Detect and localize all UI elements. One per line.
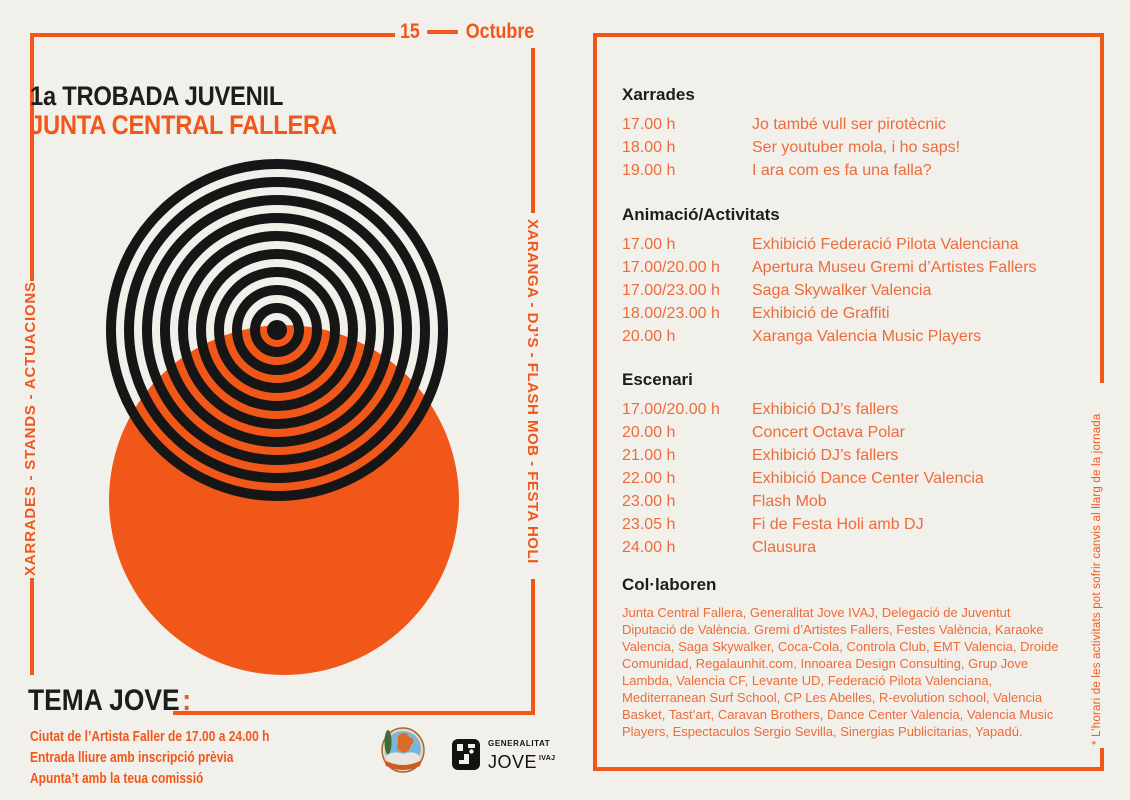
schedule-row	[622, 256, 1037, 279]
schedule-desc: Saga Skywalker Valencia	[752, 282, 932, 299]
jove-text: JOVE $^{IVAJ}$	[488, 752, 556, 772]
schedule-time: 20.00 h	[622, 424, 676, 441]
schedule-row	[622, 325, 1037, 348]
schedule-desc: Exhibició DJ’s fallers	[752, 447, 899, 464]
frame-line-left-upper	[30, 33, 34, 281]
schedule-row	[622, 444, 984, 467]
schedule-time: 23.00 h	[622, 493, 676, 510]
schedule-time: 17.00/23.00 h	[622, 282, 720, 299]
frame-line-right-lower	[531, 579, 535, 715]
schedule-desc: Exhibició DJ’s fallers	[752, 401, 899, 418]
schedule-frame-top	[593, 33, 1104, 37]
schedule-desc: Concert Octava Polar	[752, 424, 905, 441]
schedule-time: 22.00 h	[622, 470, 676, 487]
generalitat-text: GENERALITAT	[488, 739, 551, 748]
schedule-row	[622, 233, 1037, 256]
collaborators-text: Junta Central Fallera, Generalitat Jove IVAJ, Delegació de Juventut Diputació de València. Gremi d’Artistes Fallers, Festes València, Karaoke Valencia, Saga Skywalker, Coca-Cola, Controla Club, EMT Valencia, Droide Comunidad, Regalaunhit.com, Innoarea Design Consulting, Grup Jove Lambda, Valencia CF, Levante UD, Federació Pilota Valenciana, Mediterranean Surf School, CP Les Abelles, R-evolution school, Valencia Basket, Tast’art, Caravan Brothers, Dance Center Valencia, Valencia Music Players, Espectaculos Sergio Sevilla, Sinergias Publicitarias, Yapadú.	[622, 605, 1059, 739]
schedule-frame-left	[593, 33, 597, 771]
collaborators-section	[622, 574, 1067, 740]
schedule-row	[622, 302, 1037, 325]
schedule-row	[622, 398, 984, 421]
section-rows	[622, 233, 1037, 348]
schedule-frame-bottom	[593, 767, 1104, 771]
generalitat-jove-wordmark	[488, 739, 555, 771]
info-line-entry: Entrada lliure amb inscripció prèvia	[30, 749, 234, 766]
schedule-footnote: * L’horari de les activitats pot sofrir canvis al llarg de la jornada	[1091, 413, 1103, 745]
section-title: Animació/Activitats	[622, 205, 780, 224]
section-title: Escenari	[622, 370, 693, 389]
schedule-time: 18.00/23.00 h	[622, 305, 720, 322]
junta-central-fallera-crest-logo	[378, 724, 426, 774]
schedule-time: 17.00 h	[622, 116, 676, 133]
schedule-row	[622, 467, 984, 490]
schedule-desc: Exhibició Dance Center Valencia	[752, 470, 984, 487]
schedule-time: 17.00/20.00 h	[622, 259, 720, 276]
schedule-desc: Jo també vull ser pirotècnic	[752, 116, 946, 133]
poster-title-line2: JUNTA CENTRAL FALLERA	[30, 110, 337, 140]
schedule-row	[622, 513, 984, 536]
event-date-month: Octubre	[465, 20, 535, 43]
info-line-venue: Ciutat de l’Artista Faller de 17.00 a 24.00 h	[30, 728, 270, 745]
schedule-time: 18.00 h	[622, 139, 676, 156]
schedule-time: 17.00/20.00 h	[622, 401, 720, 418]
schedule-row	[622, 421, 984, 444]
schedule-time: 17.00 h	[622, 236, 676, 253]
schedule-desc: Fi de Festa Holi amb DJ	[752, 516, 924, 533]
concentric-circles-graphic	[100, 155, 465, 680]
schedule-desc: Flash Mob	[752, 493, 827, 510]
schedule-desc: Ser youtuber mola, i ho saps!	[752, 139, 961, 156]
side-text-right: XARANGA - DJ’S - FLASH MOB - FESTA HOLI	[524, 219, 541, 564]
schedule-desc: Exhibició de Graffiti	[752, 305, 890, 322]
schedule-frame-right-lower	[1100, 748, 1104, 771]
schedule-row	[622, 536, 984, 559]
schedule-time: 20.00 h	[622, 328, 676, 345]
generalitat-jove-face-icon	[452, 739, 480, 770]
schedule-time: 23.05 h	[622, 516, 676, 533]
section-title: Xarrades	[622, 85, 695, 104]
ivaj-text: IVAJ	[539, 755, 556, 762]
schedule-desc: I ara com es fa una falla?	[752, 162, 932, 179]
schedule-section-escenari	[622, 369, 984, 559]
tema-jove-label: TEMA JOVE	[28, 684, 180, 717]
schedule-section-animacio	[622, 204, 1037, 348]
schedule-desc: Apertura Museu Gremi d’Artistes Fallers	[752, 259, 1037, 276]
schedule-section-xarrades	[622, 84, 960, 182]
info-line-signup: Apunta’t amb la teua comissió	[30, 770, 204, 787]
date-dash	[428, 30, 459, 34]
side-text-left: XARRADES - STANDS - ACTUACIONS	[22, 281, 39, 576]
collaborators-title: Col·laboren	[622, 575, 717, 594]
schedule-time: 21.00 h	[622, 447, 676, 464]
event-date	[400, 20, 534, 44]
event-date-day: 15	[400, 20, 420, 43]
schedule-desc: Xaranga Valencia Music Players	[752, 328, 982, 345]
poster-title-line1: 1a TROBADA JUVENIL	[30, 81, 284, 111]
frame-line-bottom	[173, 711, 535, 715]
frame-line-right-upper	[531, 48, 535, 213]
tema-jove-colon: :	[182, 684, 192, 717]
schedule-row	[622, 490, 984, 513]
schedule-row	[622, 113, 960, 136]
section-rows	[622, 113, 960, 182]
schedule-row	[622, 279, 1037, 302]
schedule-row	[622, 159, 960, 182]
poster-title	[30, 82, 337, 140]
schedule-time: 19.00 h	[622, 162, 676, 179]
schedule-time: 24.00 h	[622, 539, 676, 556]
schedule-row	[622, 136, 960, 159]
frame-line-left-lower	[30, 578, 34, 675]
section-rows	[622, 398, 984, 559]
frame-line-top	[30, 33, 395, 37]
tema-jove-heading	[28, 684, 191, 718]
schedule-frame-right-upper	[1100, 33, 1104, 383]
schedule-desc: Clausura	[752, 539, 817, 556]
event-info	[30, 726, 269, 789]
schedule-desc: Exhibició Federació Pilota Valenciana	[752, 236, 1019, 253]
generalitat-jove-logo	[452, 739, 555, 771]
